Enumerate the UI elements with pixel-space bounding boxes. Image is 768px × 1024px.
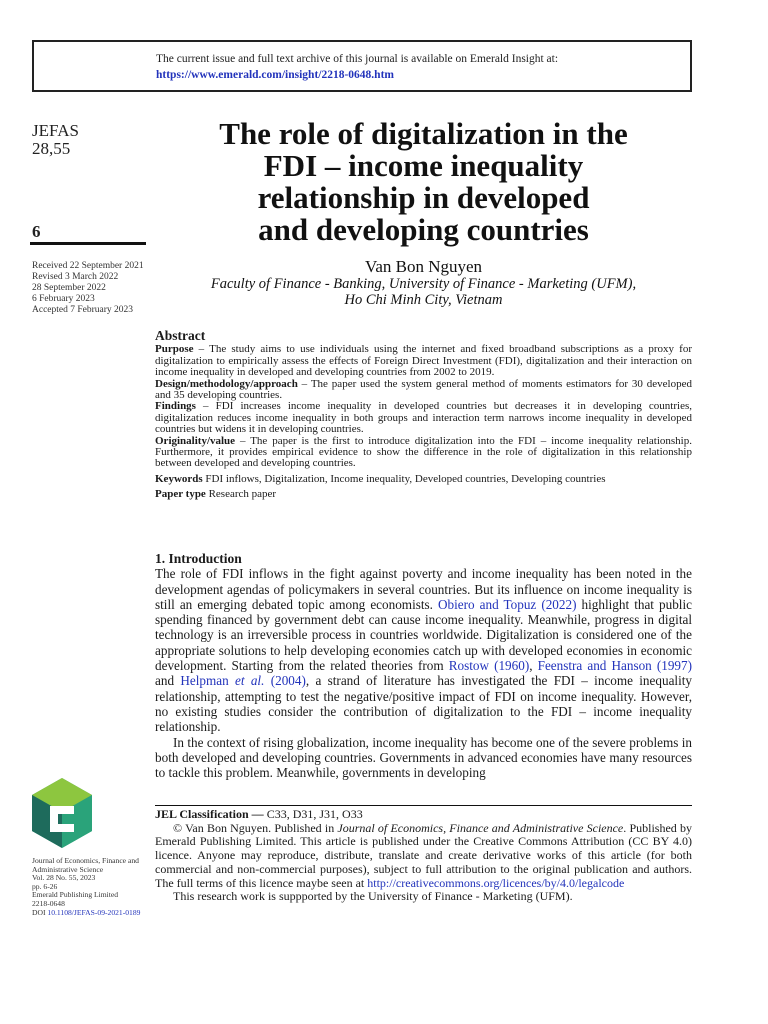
paper-type	[155, 489, 692, 500]
abstract-purpose	[155, 344, 692, 378]
abstract-heading: Abstract	[155, 328, 206, 343]
abstract-label: Purpose	[155, 343, 194, 356]
abstract-originality	[155, 436, 692, 470]
body-text: , a strand of literature has investigated the FDI – income inequality relationship, attempting to test the negative/positive impact of FDI on income inequality. However, no existing studies consider the contribution of digitalization to the FDI – income inequality relationship.	[155, 673, 693, 735]
license-text: . Published by Emerald Publishing Limited. This article is published under the Creative Commons Attribution (CC BY 4.0) licence. Anyone may reproduce, distribute, translate and create derivative works of this article (for both commercial and non-commercial purposes), subject to full attribution to the original publication and authors. The full terms of this licence maybe seen at	[155, 820, 692, 890]
article-title	[155, 118, 692, 246]
citation-link[interactable]: Obiero and Topuz (2022)	[438, 596, 577, 612]
abstract-design	[155, 379, 692, 402]
history-date: Received 22 September 2021	[32, 261, 144, 271]
title-line: and developing countries	[258, 212, 589, 247]
journal-url-link[interactable]: https://www.emerald.com/insight/2218-0648.htm	[156, 69, 394, 81]
introduction-section	[155, 551, 692, 780]
title-line: relationship in developed	[257, 180, 590, 215]
page-number: 6	[32, 222, 41, 241]
side-divider	[30, 242, 146, 245]
abstract-findings	[155, 401, 692, 435]
abstract-text: – The paper used the system general method of moments estimators for 30 developed and 35 developing countries.	[155, 377, 692, 402]
license-note	[155, 822, 692, 891]
pub-line: Administrative Science	[32, 864, 104, 874]
affiliation-line: Ho Chi Minh City, Vietnam	[344, 292, 503, 308]
abstract-label: Originality/value	[155, 434, 236, 447]
pub-line: Emerald Publishing Limited	[32, 890, 119, 900]
funding-note: This research work is suppported by the University of Finance - Marketing (UFM).	[173, 889, 573, 904]
footnote-divider	[155, 805, 692, 806]
footnotes	[155, 808, 692, 904]
keywords	[155, 474, 692, 485]
license-link[interactable]: http://creativecommons.org/licences/by/4.0/legalcode	[367, 875, 625, 890]
body-text: and	[155, 673, 181, 689]
pub-line: pp. 6-26	[32, 881, 58, 891]
citation-author: Helpman	[180, 673, 236, 689]
journal-volume: 28,55	[32, 139, 71, 158]
citation-link[interactable]: Feenstra and Hanson (1997)	[537, 658, 692, 674]
body-paragraph: In the context of rising globalization, income inequality has become one of the severe problems in both developed and developing countries. Governments in advanced economies have many resources to tackle this problem. Meanwhile, governments in developing	[155, 734, 692, 781]
keywords-text: FDI inflows, Digitalization, Income inequality, Developed countries, Developing countries	[202, 472, 606, 485]
body-text: The role of FDI inflows in the fight against poverty and income inequality has been noted in the development agendas of policymakers in several countries. But its influence on income inequality is still an emerging debated topic among economists.	[155, 566, 692, 612]
history-date: Revised 3 March 2022	[32, 271, 119, 282]
doi-line	[32, 909, 140, 918]
title-line: The role of digitalization in the	[219, 116, 628, 151]
banner-text: The current issue and full text archive of this journal is available on Emerald Insight at:	[156, 53, 559, 65]
emerald-logo-icon	[30, 778, 94, 848]
abstract-label: Design/methodology/approach	[155, 377, 298, 390]
pub-line: Journal of Economics, Finance and	[32, 856, 139, 865]
history-date: 6 February 2023	[32, 293, 95, 304]
abstract-text: – The paper is the first to introduce digitalization into the FDI – income inequality relationship. Furthermore, it provides empirical evidence to show the difference in the role of digitalization in this relationship between developed and developing countries.	[155, 434, 692, 470]
paper-type-text: Research paper	[205, 488, 277, 501]
jel-label: JEL Classification —	[155, 807, 264, 821]
jel-codes: C33, D31, J31, O33	[263, 807, 363, 821]
license-text: © Van Bon Nguyen. Published in	[173, 820, 338, 835]
author-affiliation	[155, 276, 692, 308]
author-name: Van Bon Nguyen	[364, 257, 483, 276]
abstract-section	[155, 330, 692, 501]
article-history	[32, 261, 144, 316]
affiliation-line: Faculty of Finance - Banking, University of Finance - Marketing (UFM),	[210, 276, 637, 292]
abstract-text: – The study aims to use individuals using the internet and fixed broadband subscriptions as a proxy for digitalization to empirically assess the effects of Foreign Direct Investment (FDI), digitalization and their interaction on income inequality in developed and developing countries from 2002 to 2019.	[155, 343, 692, 379]
abstract-label: Findings	[155, 400, 196, 413]
pub-line: 2218-0648	[32, 898, 65, 908]
citation-link[interactable]: Rostow (1960)	[448, 658, 530, 674]
keywords-label: Keywords	[155, 472, 203, 485]
publication-info	[32, 857, 140, 917]
citation-link[interactable]	[180, 673, 306, 688]
paper-type-label: Paper type	[155, 488, 206, 501]
body-paragraph	[155, 566, 692, 734]
body-text: highlight that public spending financed by government debt can cause income inequality. Meanwhile, progress in digital technology is an irreversible process in countries worldwide. Digitalization is considered one of the appropriate solutions to help developing economies catch up with developed economies in economic development. Starting from the related theories from	[155, 596, 692, 674]
journal-abbrev: JEFAS	[32, 121, 79, 140]
journal-name: Journal of Economics, Finance and Administrative Science	[337, 820, 624, 835]
abstract-text: – FDI increases income inequality in developed countries but decreases it in developing countries, digitalization reduces income inequality in both groups and interaction term narrows income inequality in developed countries but widens it in developing countries.	[155, 400, 692, 436]
history-date: Accepted 7 February 2023	[32, 304, 134, 315]
journal-id	[32, 122, 79, 158]
jel-classification	[155, 808, 692, 822]
pub-line: Vol. 28 No. 55, 2023	[32, 873, 96, 883]
doi-link[interactable]: 10.1108/JEFAS-09-2021-0189	[47, 907, 141, 917]
citation-year: (2004)	[264, 673, 306, 689]
doi-label: DOI	[32, 907, 46, 917]
section-heading: 1. Introduction	[155, 551, 242, 566]
citation-etal: et al.	[235, 673, 265, 689]
journal-access-banner	[32, 40, 692, 92]
title-line: FDI – income inequality	[263, 148, 584, 183]
body-text: ,	[529, 658, 538, 674]
history-date: 28 September 2022	[32, 282, 106, 293]
